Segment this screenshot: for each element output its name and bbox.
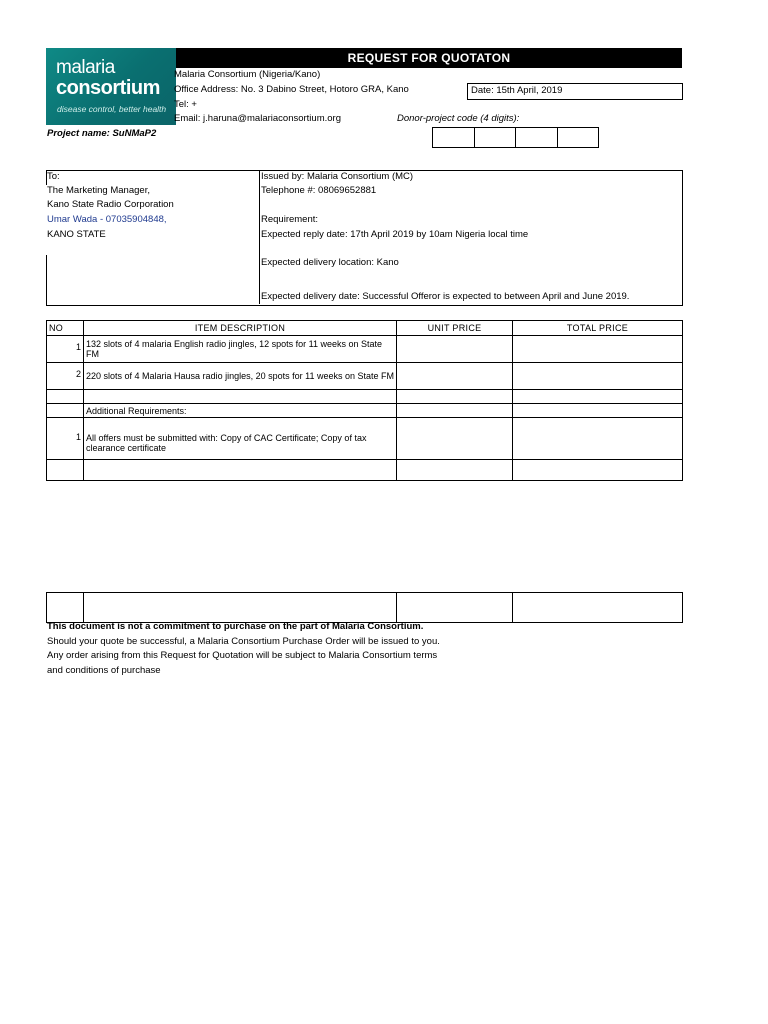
footer-line4: and conditions of purchase: [47, 665, 161, 676]
totals-row: [47, 593, 683, 623]
office-address: Office Address: No. 3 Dabino Street, Hotoro GRA, Kano: [174, 84, 409, 95]
empty-cell: [513, 418, 683, 460]
expected-delivery-location: Expected delivery location: Kano: [261, 257, 399, 268]
empty-cell: [47, 460, 84, 481]
donor-code-boxes[interactable]: [432, 127, 599, 148]
table-row: [47, 363, 683, 390]
expected-reply-date: Expected reply date: 17th April 2019 by 10am Nigeria local time: [261, 229, 529, 240]
donor-digit-box[interactable]: [516, 128, 558, 147]
to-label: To:: [47, 171, 60, 182]
empty-cell: [47, 390, 84, 404]
to-line2: Kano State Radio Corporation: [47, 199, 174, 210]
empty-cell[interactable]: [397, 593, 513, 623]
table-row: [47, 418, 683, 460]
additional-requirements-row: [47, 404, 683, 418]
requirement-label: Requirement:: [261, 214, 319, 225]
empty-cell: [397, 404, 513, 418]
issuer-telephone: Telephone #: 08069652881: [261, 185, 377, 196]
total-cell[interactable]: [513, 593, 683, 623]
issued-by: Issued by: Malaria Consortium (MC): [261, 171, 414, 182]
col-header-no: NO: [47, 321, 84, 336]
row-total-price[interactable]: [513, 363, 683, 390]
date-box: [467, 83, 683, 100]
table-row-empty: [47, 460, 683, 481]
row-number: 1: [47, 336, 84, 363]
row-total-price[interactable]: [513, 336, 683, 363]
col-header-unit-price: UNIT PRICE: [397, 321, 513, 336]
malaria-consortium-logo: [46, 48, 176, 125]
row-description: All offers must be submitted with: Copy of CAC Certificate; Copy of tax clearance certificate: [84, 418, 397, 460]
empty-cell: [84, 460, 397, 481]
to-line1: The Marketing Manager,: [47, 185, 150, 196]
empty-cell: [84, 593, 397, 623]
row-description: 132 slots of 4 malaria English radio jingles, 12 spots for 11 weeks on State FM: [84, 336, 397, 363]
to-contact: Umar Wada - 07035904848,: [47, 214, 167, 225]
org-name: Malaria Consortium (Nigeria/Kano): [174, 69, 321, 80]
donor-digit-box[interactable]: [433, 128, 475, 147]
empty-cell: [47, 404, 84, 418]
table-row: [47, 336, 683, 363]
empty-cell: [47, 593, 84, 623]
items-table: [46, 320, 683, 481]
to-state: KANO STATE: [47, 229, 106, 240]
telephone-line: Tel: +: [174, 99, 197, 110]
footer-line1: This document is not a commitment to purchase on the part of Malaria Consortium.: [47, 621, 424, 632]
empty-cell: [397, 460, 513, 481]
project-name: Project name: SuNMaP2: [47, 128, 157, 139]
col-header-description: ITEM DESCRIPTION: [84, 321, 397, 336]
logo-tagline: disease control, better health: [57, 104, 167, 114]
logo-line1: malaria: [56, 57, 115, 78]
empty-cell: [513, 404, 683, 418]
empty-cell[interactable]: [397, 390, 513, 404]
row-number: 1: [47, 418, 84, 460]
row-number: 2: [47, 363, 84, 390]
footer-line2: Should your quote be successful, a Malaria Consortium Purchase Order will be issued to you.: [47, 636, 440, 647]
donor-code-label: Donor-project code (4 digits):: [397, 113, 520, 124]
donor-digit-box[interactable]: [558, 128, 599, 147]
empty-cell[interactable]: [513, 390, 683, 404]
table-row-empty: [47, 390, 683, 404]
row-description: 220 slots of 4 Malaria Hausa radio jingles, 20 spots for 11 weeks on State FM: [84, 363, 397, 390]
totals-table: [46, 592, 683, 623]
additional-requirements-label: Additional Requirements:: [84, 404, 397, 418]
empty-cell: [397, 418, 513, 460]
row-unit-price[interactable]: [397, 363, 513, 390]
logo-line2: consortium: [56, 77, 160, 99]
email-line: Email: j.haruna@malariaconsortium.org: [174, 113, 341, 124]
row-unit-price[interactable]: [397, 336, 513, 363]
document-title: REQUEST FOR QUOTATON: [176, 48, 682, 68]
expected-delivery-date: Expected delivery date: Successful Offeror is expected to between April and June 2019.: [261, 291, 630, 302]
table-header-row: [47, 321, 683, 336]
empty-cell: [513, 460, 683, 481]
empty-cell: [84, 390, 397, 404]
col-header-total-price: TOTAL PRICE: [513, 321, 683, 336]
date-value: Date: 15th April, 2019: [471, 85, 563, 96]
footer-line3: Any order arising from this Request for Quotation will be subject to Malaria Consortium terms: [47, 650, 438, 661]
donor-digit-box[interactable]: [475, 128, 517, 147]
